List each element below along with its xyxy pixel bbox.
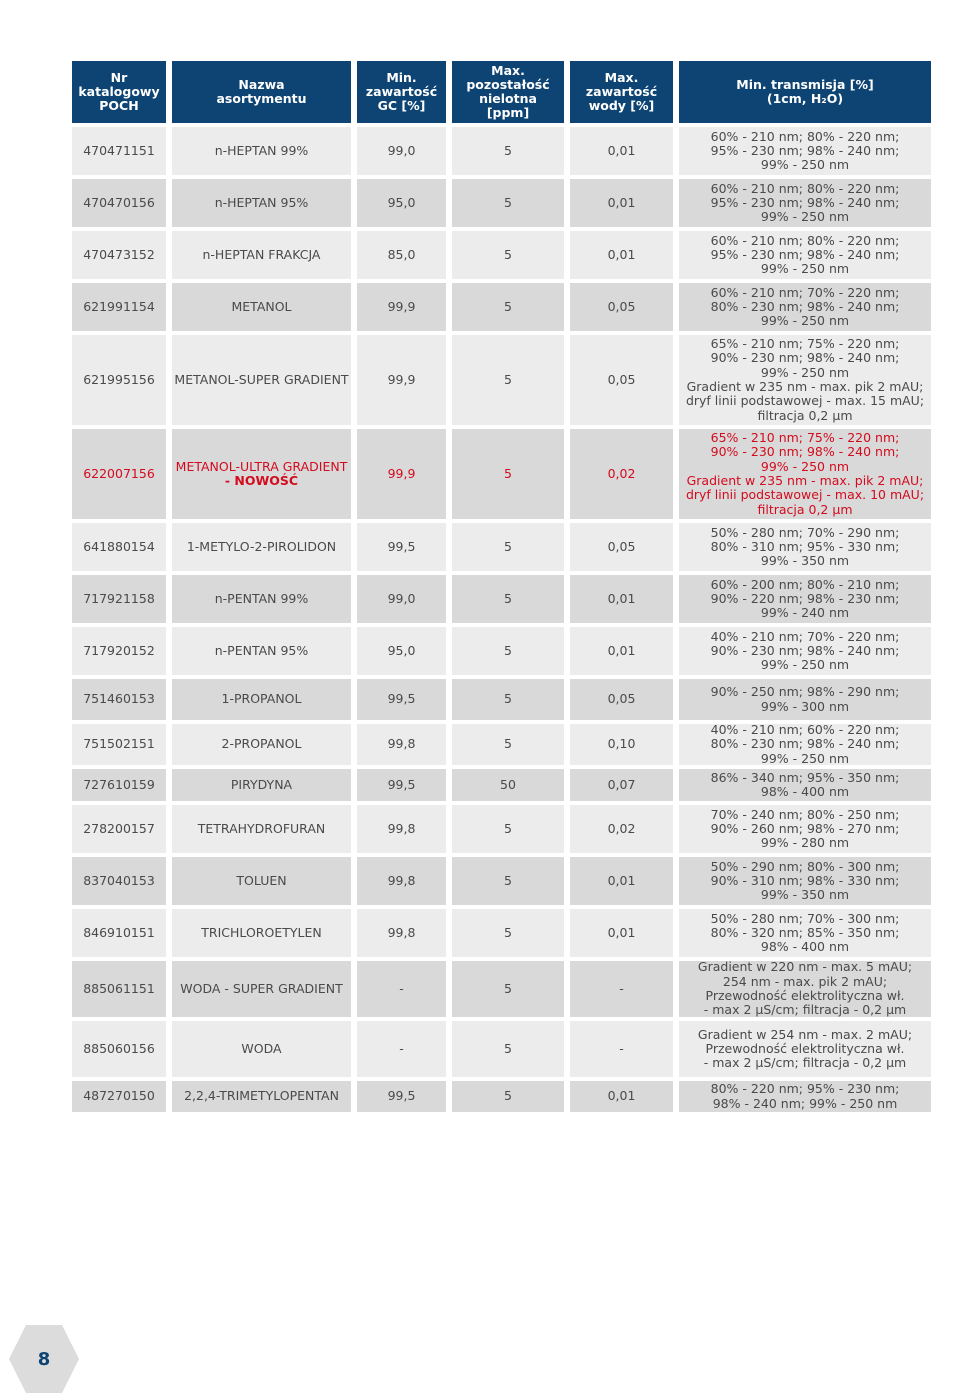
transmission-line: 99% - 240 nm	[760, 605, 850, 621]
gc-content: 99,8	[357, 909, 446, 957]
water-content: 0,10	[570, 724, 673, 765]
water-content: 0,01	[570, 127, 673, 175]
gc-content: 99,8	[357, 805, 446, 853]
product-name	[172, 961, 351, 1017]
transmission-line: 86% - 340 nm; 95% - 350 nm;	[710, 769, 900, 785]
transmission-line: 50% - 290 nm; 80% - 300 nm;	[710, 858, 900, 874]
transmission-line: 80% - 220 nm; 95% - 230 nm;	[710, 1081, 900, 1097]
catalog-number: 717920152	[72, 627, 166, 675]
transmission-line: 90% - 230 nm; 98% - 240 nm;	[710, 350, 900, 366]
residue-value: 5	[452, 1081, 564, 1112]
transmission-spec	[679, 231, 931, 279]
water-content: 0,07	[570, 769, 673, 801]
gc-content: 99,9	[357, 283, 446, 331]
residue-value: 5	[452, 627, 564, 675]
product-name	[172, 769, 351, 801]
transmission-spec	[679, 857, 931, 905]
water-content: 0,01	[570, 1081, 673, 1112]
transmission-line: Gradient w 220 nm - max. 5 mAU;	[697, 959, 913, 975]
page-number-badge	[8, 1324, 80, 1394]
catalog-number: 885060156	[72, 1021, 166, 1077]
transmission-line: 90% - 260 nm; 98% - 270 nm;	[710, 820, 900, 836]
catalog-number: 751502151	[72, 724, 166, 765]
transmission-line: 99% - 350 nm	[760, 553, 850, 569]
header-name: Nazwa asortymentu	[172, 61, 351, 123]
water-content: 0,02	[570, 805, 673, 853]
transmission-spec	[679, 724, 931, 765]
product-name-text: n-HEPTAN 99%	[214, 142, 309, 158]
gc-content: 99,5	[357, 1081, 446, 1112]
transmission-line: filtracja 0,2 µm	[757, 501, 853, 517]
residue-value: 5	[452, 283, 564, 331]
transmission-spec	[679, 523, 931, 571]
product-name	[172, 1021, 351, 1077]
product-name	[172, 1081, 351, 1112]
transmission-line: 95% - 230 nm; 98% - 240 nm;	[710, 142, 900, 158]
water-content: 0,01	[570, 627, 673, 675]
transmission-spec	[679, 909, 931, 957]
transmission-line: 40% - 210 nm; 70% - 220 nm;	[710, 628, 900, 644]
transmission-line: 80% - 230 nm; 98% - 240 nm;	[710, 736, 900, 752]
residue-value: 5	[452, 909, 564, 957]
transmission-spec	[679, 769, 931, 801]
product-name	[172, 429, 351, 519]
product-name	[172, 627, 351, 675]
transmission-spec	[679, 179, 931, 227]
catalog-number: 885061151	[72, 961, 166, 1017]
gc-content: 99,8	[357, 724, 446, 765]
transmission-line: 99% - 300 nm	[760, 698, 850, 714]
transmission-line: 90% - 230 nm; 98% - 240 nm;	[710, 642, 900, 658]
residue-value: 5	[452, 724, 564, 765]
product-name	[172, 523, 351, 571]
product-name	[172, 127, 351, 175]
transmission-spec	[679, 805, 931, 853]
transmission-line: - max 2 µS/cm; filtracja - 0,2 µm	[703, 1055, 907, 1071]
transmission-spec	[679, 1081, 931, 1112]
catalog-number: 717921158	[72, 575, 166, 623]
transmission-line: 99% - 280 nm	[760, 835, 850, 851]
transmission-line: 98% - 240 nm; 99% - 250 nm	[712, 1095, 898, 1111]
header-gc: Min. zawartość GC [%]	[357, 61, 446, 123]
product-name	[172, 857, 351, 905]
gc-content: 85,0	[357, 231, 446, 279]
water-content: 0,01	[570, 909, 673, 957]
transmission-line: Przewodność elektrolityczna wł.	[705, 988, 905, 1003]
residue-value: 5	[452, 1021, 564, 1077]
gc-content: 99,8	[357, 857, 446, 905]
transmission-line: 90% - 230 nm; 98% - 240 nm;	[710, 444, 900, 460]
new-badge: - NOWOŚĆ	[224, 473, 299, 488]
transmission-line: 60% - 210 nm; 70% - 220 nm;	[710, 284, 900, 300]
product-name-text: METANOL	[231, 298, 292, 314]
product-name	[172, 179, 351, 227]
water-content: -	[570, 961, 673, 1017]
product-name	[172, 724, 351, 765]
transmission-spec	[679, 127, 931, 175]
transmission-line: 99% - 250 nm	[760, 458, 850, 474]
gc-content: 99,5	[357, 679, 446, 720]
transmission-spec	[679, 283, 931, 331]
gc-content: 95,0	[357, 179, 446, 227]
residue-value: 5	[452, 961, 564, 1017]
transmission-line: 90% - 310 nm; 98% - 330 nm;	[710, 872, 900, 888]
transmission-line: dryf linii podstawowej - max. 15 mAU;	[685, 393, 925, 409]
residue-value: 5	[452, 429, 564, 519]
catalog-number: 837040153	[72, 857, 166, 905]
residue-value: 5	[452, 127, 564, 175]
transmission-line: 254 nm - max. pik 2 mAU;	[722, 973, 888, 989]
transmission-line: 99% - 250 nm	[760, 657, 850, 673]
residue-value: 5	[452, 523, 564, 571]
product-name-text: WODA	[241, 1040, 282, 1056]
transmission-line: Gradient w 254 nm - max. 2 mAU;	[697, 1026, 913, 1042]
catalog-number: 846910151	[72, 909, 166, 957]
residue-value: 5	[452, 179, 564, 227]
product-name-text: WODA - SUPER GRADIENT	[180, 980, 343, 996]
product-name-text: TETRAHYDROFURAN	[197, 820, 326, 836]
water-content: 0,01	[570, 857, 673, 905]
product-name-text: n-PENTAN 99%	[214, 590, 309, 606]
header-transmission: Min. transmisja [%] (1cm, H₂O)	[679, 61, 931, 123]
transmission-spec	[679, 429, 931, 519]
product-table	[72, 61, 925, 1112]
gc-content: -	[357, 1021, 446, 1077]
product-name-text: METANOL-ULTRA GRADIENT	[175, 458, 348, 474]
product-name-text: n-HEPTAN FRAKCJA	[202, 246, 321, 262]
catalog-number: 278200157	[72, 805, 166, 853]
catalog-number: 621995156	[72, 335, 166, 425]
product-name	[172, 335, 351, 425]
gc-content: 99,9	[357, 335, 446, 425]
residue-value: 5	[452, 679, 564, 720]
transmission-spec	[679, 961, 931, 1017]
product-name	[172, 575, 351, 623]
transmission-line: 98% - 400 nm	[760, 784, 850, 799]
gc-content: 99,5	[357, 769, 446, 801]
transmission-line: 98% - 400 nm	[760, 939, 850, 955]
residue-value: 5	[452, 805, 564, 853]
transmission-line: 90% - 220 nm; 98% - 230 nm;	[710, 590, 900, 606]
transmission-line: 65% - 210 nm; 75% - 220 nm;	[710, 336, 900, 352]
transmission-line: 90% - 250 nm; 98% - 290 nm;	[710, 684, 900, 700]
water-content: -	[570, 1021, 673, 1077]
transmission-spec	[679, 679, 931, 720]
water-content: 0,02	[570, 429, 673, 519]
transmission-line: 70% - 240 nm; 80% - 250 nm;	[710, 806, 900, 822]
transmission-spec	[679, 575, 931, 623]
gc-content: 99,0	[357, 127, 446, 175]
catalog-number: 487270150	[72, 1081, 166, 1112]
transmission-spec	[679, 335, 931, 425]
transmission-line: 95% - 230 nm; 98% - 240 nm;	[710, 246, 900, 262]
product-name-text: n-PENTAN 95%	[214, 642, 309, 658]
catalog-number: 727610159	[72, 769, 166, 801]
transmission-line: 65% - 210 nm; 75% - 220 nm;	[710, 430, 900, 446]
product-name-text: 2-PROPANOL	[221, 736, 302, 752]
product-name	[172, 283, 351, 331]
transmission-line: 99% - 250 nm	[760, 313, 850, 329]
catalog-number: 470470156	[72, 179, 166, 227]
product-name-text: TOLUEN	[236, 872, 287, 888]
transmission-line: 80% - 310 nm; 95% - 330 nm;	[710, 538, 900, 554]
page-number: 8	[37, 1348, 51, 1370]
transmission-line: Przewodność elektrolityczna wł.	[705, 1040, 905, 1056]
transmission-line: 95% - 230 nm; 98% - 240 nm;	[710, 194, 900, 210]
header-catalog: Nr katalogowy POCH	[72, 61, 166, 123]
catalog-number: 641880154	[72, 523, 166, 571]
product-name-text: 1-METYLO-2-PIROLIDON	[186, 538, 337, 554]
water-content: 0,05	[570, 335, 673, 425]
transmission-line: - max 2 µS/cm; filtracja - 0,2 µm	[703, 1002, 907, 1018]
product-name-text: METANOL-SUPER GRADIENT	[174, 371, 349, 387]
catalog-number: 751460153	[72, 679, 166, 720]
product-name-text: 2,2,4-TRIMETYLOPENTAN	[184, 1088, 339, 1104]
residue-value: 5	[452, 335, 564, 425]
transmission-line: 99% - 250 nm	[760, 157, 850, 173]
product-name-text: TRICHLOROETYLEN	[201, 924, 322, 940]
product-name	[172, 231, 351, 279]
transmission-line: 99% - 250 nm	[760, 209, 850, 225]
header-water: Max. zawartość wody [%]	[570, 61, 673, 123]
gc-content: 99,9	[357, 429, 446, 519]
transmission-line: 40% - 210 nm; 60% - 220 nm;	[710, 722, 900, 738]
catalog-number: 621991154	[72, 283, 166, 331]
product-name	[172, 679, 351, 720]
catalog-number: 470471151	[72, 127, 166, 175]
transmission-line: 60% - 200 nm; 80% - 210 nm;	[710, 576, 900, 592]
gc-content: 99,5	[357, 523, 446, 571]
residue-value: 5	[452, 231, 564, 279]
catalog-number: 622007156	[72, 429, 166, 519]
transmission-line: filtracja 0,2 µm	[757, 407, 853, 423]
water-content: 0,01	[570, 231, 673, 279]
product-name-text: n-HEPTAN 95%	[214, 194, 309, 210]
transmission-line: 99% - 350 nm	[760, 887, 850, 903]
gc-content: 95,0	[357, 627, 446, 675]
product-name	[172, 909, 351, 957]
gc-content: 99,0	[357, 575, 446, 623]
transmission-line: 50% - 280 nm; 70% - 300 nm;	[710, 910, 900, 926]
residue-value: 5	[452, 857, 564, 905]
transmission-spec	[679, 1021, 931, 1077]
transmission-line: 80% - 230 nm; 98% - 240 nm;	[710, 298, 900, 314]
water-content: 0,05	[570, 283, 673, 331]
water-content: 0,05	[570, 679, 673, 720]
header-residue: Max. pozostałość nielotna [ppm]	[452, 61, 564, 123]
water-content: 0,01	[570, 179, 673, 227]
product-name-text: PIRYDYNA	[230, 776, 293, 792]
transmission-line: 99% - 250 nm	[760, 261, 850, 277]
gc-content: -	[357, 961, 446, 1017]
transmission-line: 99% - 250 nm	[760, 364, 850, 380]
transmission-line: Gradient w 235 nm - max. pik 2 mAU;	[686, 473, 924, 488]
transmission-line: 80% - 320 nm; 85% - 350 nm;	[710, 924, 900, 940]
transmission-line: Gradient w 235 nm - max. pik 2 mAU;	[686, 379, 924, 394]
transmission-line: 60% - 210 nm; 80% - 220 nm;	[710, 232, 900, 248]
transmission-line: 60% - 210 nm; 80% - 220 nm;	[710, 128, 900, 144]
transmission-line: dryf linii podstawowej - max. 10 mAU;	[685, 487, 925, 503]
catalog-number: 470473152	[72, 231, 166, 279]
transmission-line: 60% - 210 nm; 80% - 220 nm;	[710, 180, 900, 196]
transmission-line: 50% - 280 nm; 70% - 290 nm;	[710, 524, 900, 540]
water-content: 0,05	[570, 523, 673, 571]
product-name	[172, 805, 351, 853]
residue-value: 5	[452, 575, 564, 623]
transmission-spec	[679, 627, 931, 675]
residue-value: 50	[452, 769, 564, 801]
transmission-line: 99% - 250 nm	[760, 750, 850, 766]
product-name-text: 1-PROPANOL	[221, 691, 302, 707]
water-content: 0,01	[570, 575, 673, 623]
